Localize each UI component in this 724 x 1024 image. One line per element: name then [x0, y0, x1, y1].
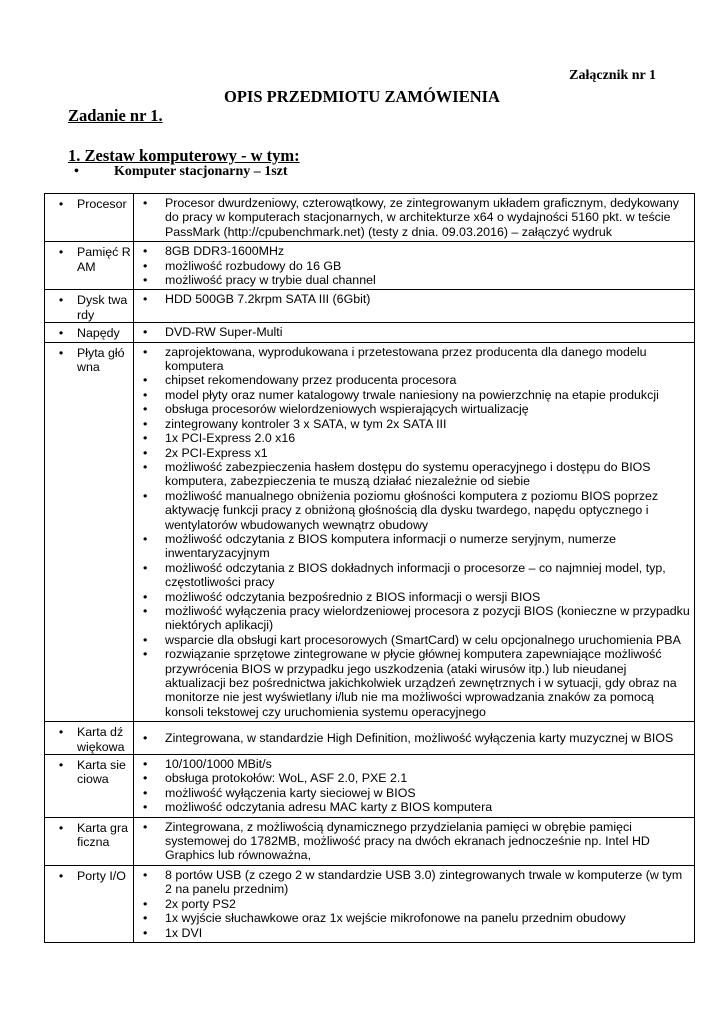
spec-cell: [134, 242, 695, 290]
spec-item: • 10/100/1000 MBit/s: [138, 757, 690, 771]
spec-list: [138, 757, 690, 815]
bullet-icon: •: [58, 758, 64, 773]
spec-item: • 2x PCI-Express x1: [138, 446, 690, 460]
spec-list: [138, 325, 690, 339]
spec-item: • chipset rekomendowany przez producenta procesora: [138, 373, 690, 387]
table-row: [45, 290, 695, 323]
spec-item: • Zintegrowana, w standardzie High Definition, możliwość wyłączenia karty muzycznej w BIOS: [138, 731, 690, 745]
spec-item: • możliwość rozbudowy do 16 GB: [138, 259, 690, 273]
spec-cell: [134, 865, 695, 942]
subsection-heading: • Komputer stacjonarny – 1szt: [74, 164, 288, 179]
component-cell: [45, 194, 134, 242]
subsection-label: Komputer stacjonarny – 1szt: [114, 164, 288, 179]
spec-item: • możliwość pracy w trybie dual channel: [138, 273, 690, 287]
table-row: [45, 342, 695, 722]
component-cell: [45, 722, 134, 755]
bullet-icon: •: [58, 345, 64, 360]
attachment-label: Załącznik nr 1: [569, 68, 656, 83]
spec-cell: [134, 722, 695, 755]
spec-item: • możliwość wyłączenia pracy wielordzeniowej procesora z pozycji BIOS (konieczne w przypadku niektórych aplikacji): [138, 604, 690, 633]
spec-item: • możliwość zabezpieczenia hasłem dostępu do systemu operacyjnego i dostępu do BIOS komputera, zabezpieczenia te muszą działać niezależnie od siebie: [138, 460, 690, 489]
spec-item: • Zintegrowana, z możliwością dynamicznego przydzielania pamięci w obrębie pamięci systemowej do 1782MB, możliwość pracy na dwóch ekranach jednocześnie np. Intel HD Graphics lub równoważna,: [138, 820, 690, 863]
bullet-icon: •: [58, 725, 64, 740]
spec-item: • zaprojektowana, wyprodukowana i przetestowana przez producenta dla danego modelu komputera: [138, 345, 690, 374]
spec-item: • wsparcie dla obsługi kart procesorowych (SmartCard) w celu opcjonalnego uruchomienia PBA: [138, 633, 690, 647]
component-name: Napędy: [77, 326, 120, 341]
spec-table: [44, 193, 695, 943]
page-title: OPIS PRZEDMIOTU ZAMÓWIENIA: [224, 87, 500, 106]
bullet-icon: •: [58, 245, 64, 260]
component-name: Karta sieciowa: [77, 758, 126, 787]
spec-item: • DVD-RW Super-Multi: [138, 325, 690, 339]
spec-item: • 2x porty PS2: [138, 897, 690, 911]
bullet-icon: •: [58, 293, 64, 308]
table-row: [45, 242, 695, 290]
bullet-icon: •: [58, 197, 64, 211]
task-heading: Zadanie nr 1.: [68, 106, 163, 125]
spec-list: [138, 731, 690, 745]
component-name: Procesor: [77, 197, 127, 211]
table-row: [45, 722, 695, 755]
spec-item: • 1x PCI-Express 2.0 x16: [138, 431, 690, 445]
component-cell: [45, 290, 134, 323]
spec-list: [138, 868, 690, 940]
spec-cell: [134, 323, 695, 342]
spec-item: • 1x wyjście słuchawkowe oraz 1x wejście mikrofonowe na panelu przednim obudowy: [138, 911, 690, 925]
component-cell: [45, 817, 134, 865]
component-cell: [45, 242, 134, 290]
spec-item: • możliwość odczytania z BIOS komputera informacji o numerze seryjnym, numerze inwentaryzacyjnym: [138, 532, 690, 561]
spec-item: • możliwość odczytania adresu MAC karty z BIOS komputera: [138, 800, 690, 814]
spec-item: • możliwość manualnego obniżenia poziomu głośności komputera z poziomu BIOS poprzez aktywację funkcji pracy z obniżoną głośnością dla dysku twardego, napędu optycznego i wentylatorów wbudowanych wewnątrz obudowy: [138, 489, 690, 532]
spec-item: • obsługa protokołów: WoL, ASF 2.0, PXE 2.1: [138, 771, 690, 785]
table-row: [45, 865, 695, 942]
component-cell: [45, 323, 134, 342]
spec-item: • 8 portów USB (z czego 2 w standardzie USB 3.0) zintegrowanych trwale w komputerze (w tym 2 na panelu przednim): [138, 868, 690, 897]
bullet-icon: •: [58, 820, 64, 835]
section-heading: 1. Zestaw komputerowy - w tym:: [68, 146, 300, 165]
spec-cell: [134, 194, 695, 242]
spec-item: • rozwiązanie sprzętowe zintegrowane w płycie głównej komputera zapewniające możliwość przywrócenia BIOS w przypadku jego uszkodzenia (ataki wirusów itp.) lub nieudanej aktualizacji bez pośrednictwa jakichkolwiek urządzeń zewnętrznych i w sytuacji, gdy obraz na monitorze nie jest wyświetlany i/lub nie ma możliwości wprowadzania znaków za pomocą konsoli tekstowej czy uruchomienia systemu operacyjnego: [138, 647, 690, 719]
spec-item: • możliwość odczytania z BIOS dokładnych informacji o procesorze – co najmniej model, typ, częstotliwości pracy: [138, 561, 690, 590]
spec-cell: [134, 290, 695, 323]
table-row: [45, 755, 695, 818]
component-name: Porty I/O: [77, 868, 126, 883]
component-cell: [45, 755, 134, 818]
spec-cell: [134, 342, 695, 722]
spec-list: [138, 244, 690, 287]
spec-item: • obsługa procesorów wielordzeniowych wspierających wirtualizację: [138, 402, 690, 416]
spec-item: • model płyty oraz numer katalogowy trwale naniesiony na powierzchnię na etapie produkcji: [138, 388, 690, 402]
spec-item: • zintegrowany kontroler 3 x SATA, w tym 2x SATA III: [138, 417, 690, 431]
spec-list: [138, 196, 690, 239]
spec-item: • Procesor dwurdzeniowy, czterowątkowy, ze zintegrowanym układem graficznym, dedykowany do pracy w komputerach stacjonarnych, w architekturze x64 o wydajności 5160 pkt. w teście PassMark (http://cpubenchmark.net) (testy z dnia. 09.03.2016) – załączyć wydruk: [138, 196, 690, 239]
table-row: [45, 323, 695, 342]
spec-item: • 1x DVI: [138, 926, 690, 940]
component-name: Karta graficzna: [77, 820, 128, 850]
table-row: [45, 817, 695, 865]
spec-cell: [134, 755, 695, 818]
bullet-icon: •: [58, 868, 64, 883]
component-name: Dysk twardy: [77, 293, 128, 322]
component-cell: [45, 342, 134, 722]
spec-item: • 8GB DDR3-1600MHz: [138, 244, 690, 258]
spec-cell: [134, 817, 695, 865]
spec-item: • możliwość odczytania bezpośrednio z BIOS informacji o wersji BIOS: [138, 590, 690, 604]
spec-item: • możliwość wyłączenia karty sieciowej w BIOS: [138, 786, 690, 800]
component-name: Płyta główna: [77, 345, 125, 375]
table-row: [45, 194, 695, 242]
component-name: Pamięć RAM: [77, 245, 131, 274]
bullet-icon: •: [58, 326, 64, 341]
component-cell: [45, 865, 134, 942]
spec-list: [138, 292, 690, 306]
component-name: Karta dźwiękowa: [77, 725, 125, 754]
spec-item: • HDD 500GB 7.2krpm SATA III (6Gbit): [138, 292, 690, 306]
spec-list: [138, 820, 690, 863]
spec-list: [138, 345, 690, 720]
